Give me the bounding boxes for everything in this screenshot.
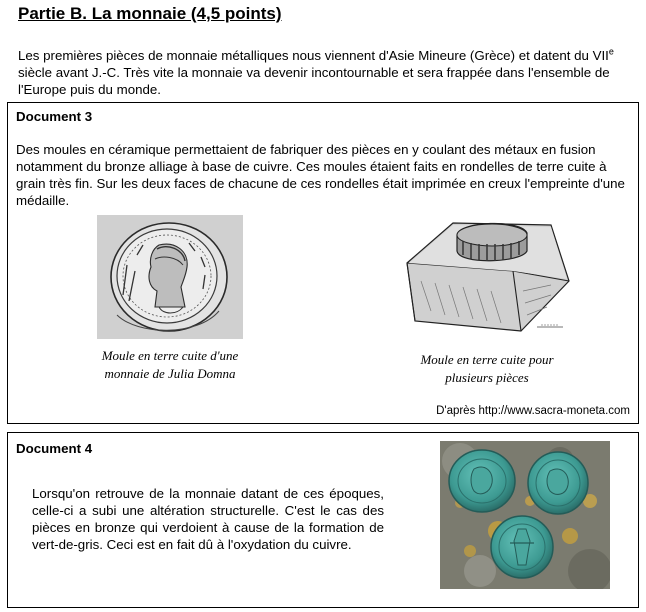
caption-1-line-2: monnaie de Julia Domna — [104, 366, 236, 381]
caption-2-line-2: plusieurs pièces — [445, 370, 529, 385]
source-credit: D'après http://www.sacra-moneta.com — [436, 405, 630, 417]
caption-2-line-1: Moule en terre cuite pour — [420, 352, 554, 367]
multi-coin-mold-illustration-icon — [401, 211, 573, 337]
document-4-heading: Document 4 — [16, 441, 93, 456]
intro-superscript: e — [608, 46, 614, 57]
oxidized-coins-photo-icon — [440, 441, 610, 589]
document-3-heading: Document 3 — [16, 109, 93, 124]
coin-mold-illustration-icon — [97, 215, 243, 339]
intro-paragraph — [18, 47, 618, 98]
page-title: Partie B. La monnaie (4,5 points) — [18, 4, 282, 23]
document-4-text: Lorsqu'on retrouve de la monnaie datant de ces époques, celle-ci a subi une altération structurelle. C'est le cas des pièces en bronze qui verdoient à cause de la formation de vert-de-gris. Ceci est en fait dû à l'oxydation du cuivre. — [32, 486, 384, 552]
intro-text-2: siècle avant J.-C. Très vite la monnaie va devenir incontournable et sera frappée dans l'ensemble de l'Europe puis du monde. — [18, 65, 610, 97]
intro-text-1: Les premières pièces de monnaie métalliques nous viennent d'Asie Mineure (Grèce) et datent du VII — [18, 48, 609, 63]
caption-figure-1 — [68, 347, 272, 383]
document-3-box — [7, 102, 639, 424]
document-3-text: Des moules en céramique permettaient de fabriquer des pièces en y coulant des métaux en fusion notamment du bronze alliage à base de cuivre. Ces moules étaient faits en rondelles de terre cuite à grain très fin. Sur les deux faces de chacune de ces rondelles était imprimée en creux l'empreinte d'une médaille. — [16, 142, 625, 208]
caption-1-line-1: Moule en terre cuite d'une — [101, 348, 239, 363]
document-4-box — [7, 432, 639, 608]
caption-figure-2 — [390, 351, 584, 387]
